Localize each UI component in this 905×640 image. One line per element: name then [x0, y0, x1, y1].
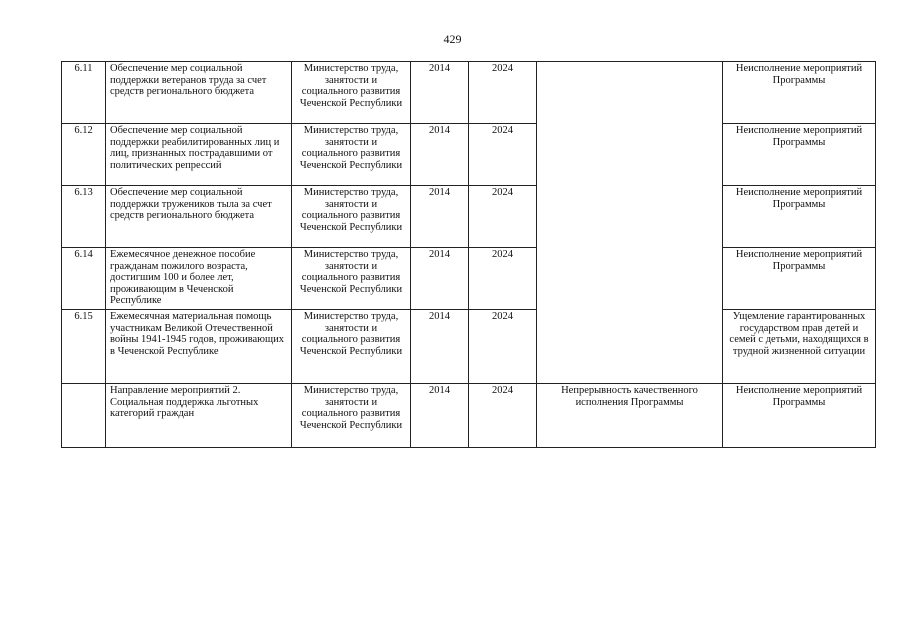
table-row — [62, 248, 876, 310]
expected-result: Непрерывность качественного исполнения Программы — [537, 384, 723, 448]
measure-name: Обеспечение мер социальной поддержки реабилитированных лиц и лиц, признанных пострадавшими от политических репрессий — [106, 124, 292, 186]
measure-name: Обеспечение мер социальной поддержки тружеников тыла за счет средств регионального бюджета — [106, 186, 292, 248]
start-year: 2014 — [411, 186, 469, 248]
measure-name: Направление мероприятий 2. Социальная поддержка льготных категорий граждан — [106, 384, 292, 448]
table-row — [62, 310, 876, 384]
end-year: 2024 — [469, 62, 537, 124]
consequence: Ущемление гарантированных государством прав детей и семей с детьми, находящихся в трудной жизненной ситуации — [723, 310, 876, 384]
row-number: 6.12 — [62, 124, 106, 186]
table-row — [62, 186, 876, 248]
measure-name: Обеспечение мер социальной поддержки ветеранов труда за счет средств регионального бюджета — [106, 62, 292, 124]
end-year: 2024 — [469, 124, 537, 186]
table-row — [62, 384, 876, 448]
consequence: Неисполнение мероприятий Программы — [723, 186, 876, 248]
row-number: 6.14 — [62, 248, 106, 310]
measure-name: Ежемесячное денежное пособие гражданам пожилого возраста, достигшим 100 и более лет, проживающим в Чеченской Республике — [106, 248, 292, 310]
consequence: Неисполнение мероприятий Программы — [723, 124, 876, 186]
consequence: Неисполнение мероприятий Программы — [723, 62, 876, 124]
end-year: 2024 — [469, 248, 537, 310]
row-number: 6.13 — [62, 186, 106, 248]
start-year: 2014 — [411, 124, 469, 186]
measure-name: Ежемесячная материальная помощь участникам Великой Отечественной войны 1941-1945 годов, проживающих в Чеченской Республике — [106, 310, 292, 384]
executor: Министерство труда, занятости и социального развития Чеченской Республики — [292, 62, 411, 124]
row-number: 6.11 — [62, 62, 106, 124]
start-year: 2014 — [411, 62, 469, 124]
end-year: 2024 — [469, 384, 537, 448]
end-year: 2024 — [469, 186, 537, 248]
measures-table — [61, 61, 876, 448]
expected-result-merged — [537, 62, 723, 384]
start-year: 2014 — [411, 384, 469, 448]
table-row — [62, 62, 876, 124]
row-number: 6.15 — [62, 310, 106, 384]
end-year: 2024 — [469, 310, 537, 384]
executor: Министерство труда, занятости и социального развития Чеченской Республики — [292, 384, 411, 448]
executor: Министерство труда, занятости и социального развития Чеченской Республики — [292, 248, 411, 310]
row-number — [62, 384, 106, 448]
executor: Министерство труда, занятости и социального развития Чеченской Республики — [292, 124, 411, 186]
page-number: 429 — [443, 32, 462, 46]
table-row — [62, 124, 876, 186]
start-year: 2014 — [411, 248, 469, 310]
consequence: Неисполнение мероприятий Программы — [723, 384, 876, 448]
executor: Министерство труда, занятости и социального развития Чеченской Республики — [292, 186, 411, 248]
start-year: 2014 — [411, 310, 469, 384]
executor: Министерство труда, занятости и социального развития Чеченской Республики — [292, 310, 411, 384]
consequence: Неисполнение мероприятий Программы — [723, 248, 876, 310]
